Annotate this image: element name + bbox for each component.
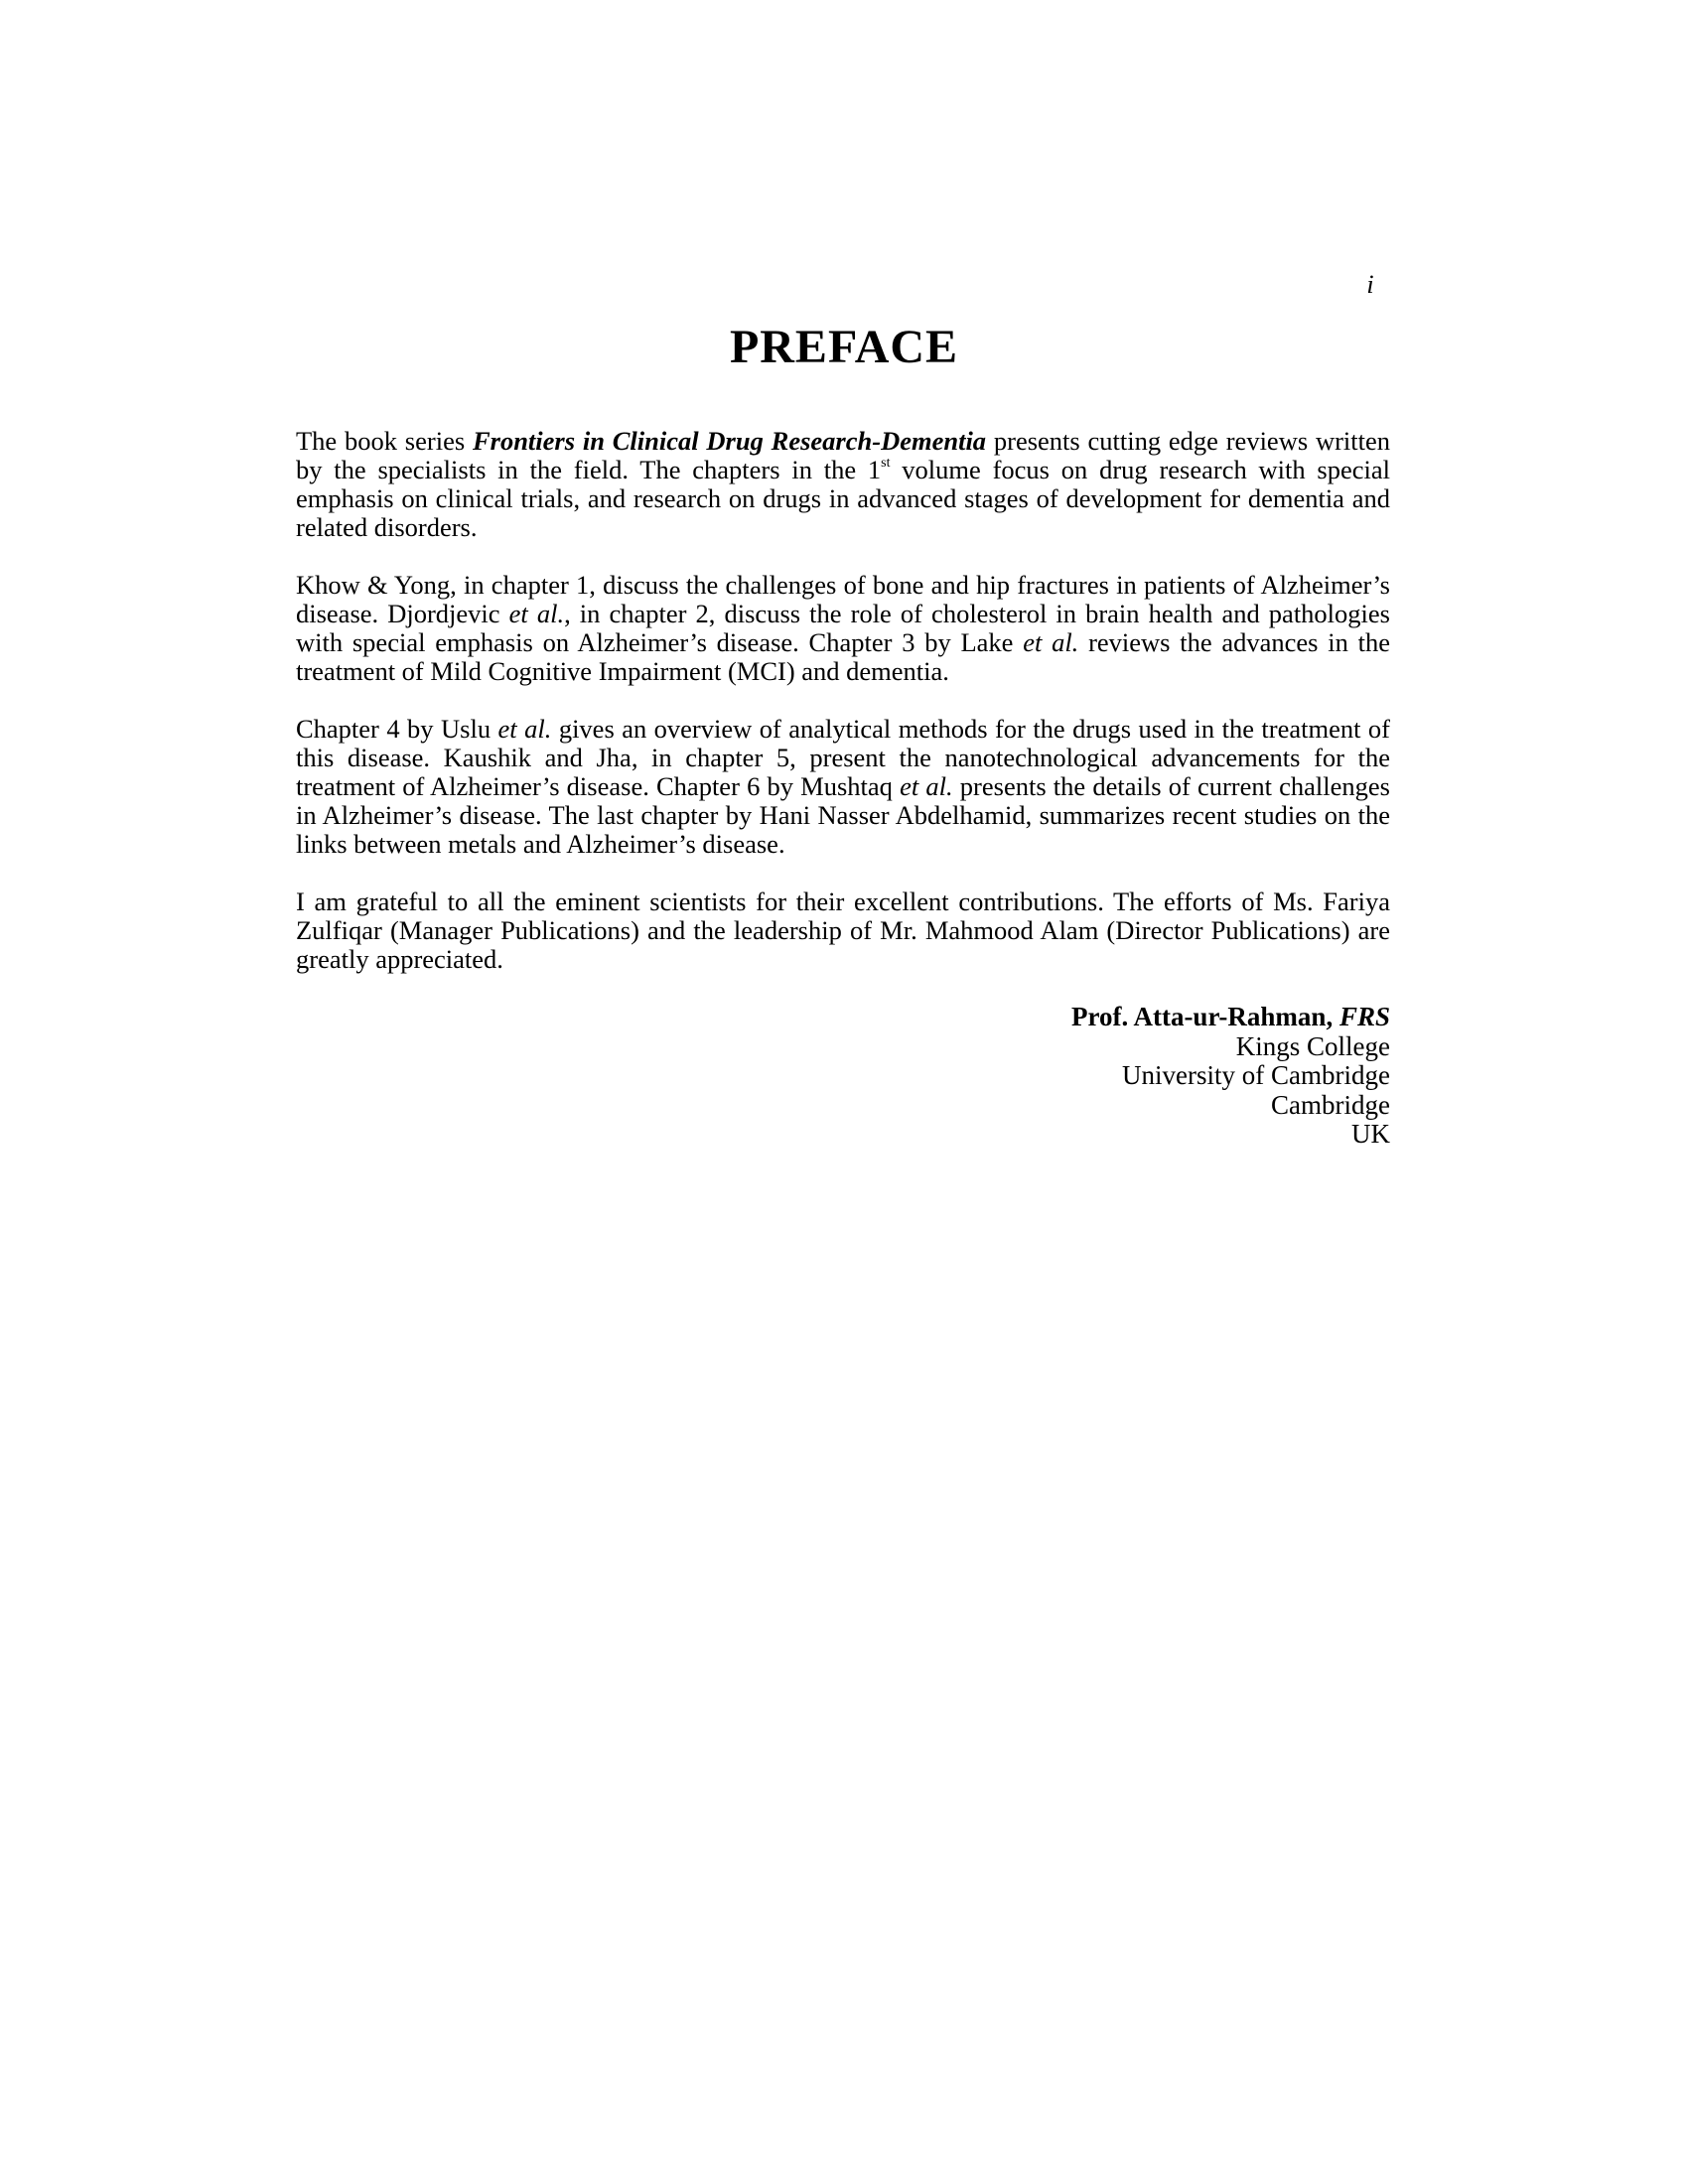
signature-affiliation-line: University of Cambridge — [1122, 1060, 1390, 1090]
ordinal-suffix: st — [881, 456, 891, 472]
page-number: i — [1366, 270, 1374, 299]
preface-body — [296, 427, 1390, 1003]
paragraph-4: I am grateful to all the eminent scientists for their excellent contributions. The efforts of Ms. Fariya Zulfiqar (Manager Publications) and the leadership of Mr. Mahmood Alam (Director Publications) are greatly appreciated. — [296, 887, 1390, 974]
signature-affiliation-line: Kings College — [1235, 1030, 1390, 1061]
signature-name: Prof. Atta-ur-Rahman, FRS — [1070, 1002, 1390, 1031]
paragraph-3: Chapter 4 by Uslu et al. gives an overview of analytical methods for the drugs used in the treatment of this disease. Kaushik and Jha, in chapter 5, present the nanotechnological advancements for the treatment of Alzheimer’s disease. Chapter 6 by Mushtaq et al. presents the details of current challenges in Alzheimer’s disease. The last chapter by Hani Nasser Abdelhamid, summarizes recent studies on the links between metals and Alzheimer’s disease. — [296, 714, 1391, 859]
paragraph-2: Khow & Yong, in chapter 1, discuss the challenges of bone and hip fractures in patients of Alzheimer’s disease. Djordjevic et al., in chapter 2, discuss the role of cholesterol in brain health and pathologies with special emphasis on Alzheimer’s disease. Chapter 3 by Lake et al. reviews the advances in the treatment of Mild Cognitive Impairment (MCI) and dementia. — [296, 570, 1390, 686]
signature-block — [1071, 1003, 1390, 1150]
signature-honorific: FRS — [1338, 1002, 1390, 1031]
signature-affiliation-line: UK — [1351, 1119, 1390, 1149]
book-series-title: Frontiers in Clinical Drug Research-Dementia — [472, 426, 987, 456]
paragraph-1: The book series Frontiers in Clinical Drug Research-Dementia presents cutting edge reviews written by the specialists in the field. The chapters in the 1st volume focus on drug research with special emphasis on clinical trials, and research on drugs in advanced stages of development for dementia and related disorders. — [296, 426, 1391, 542]
signature-affiliation-line: Cambridge — [1271, 1089, 1390, 1120]
page-title: PREFACE — [729, 321, 959, 373]
